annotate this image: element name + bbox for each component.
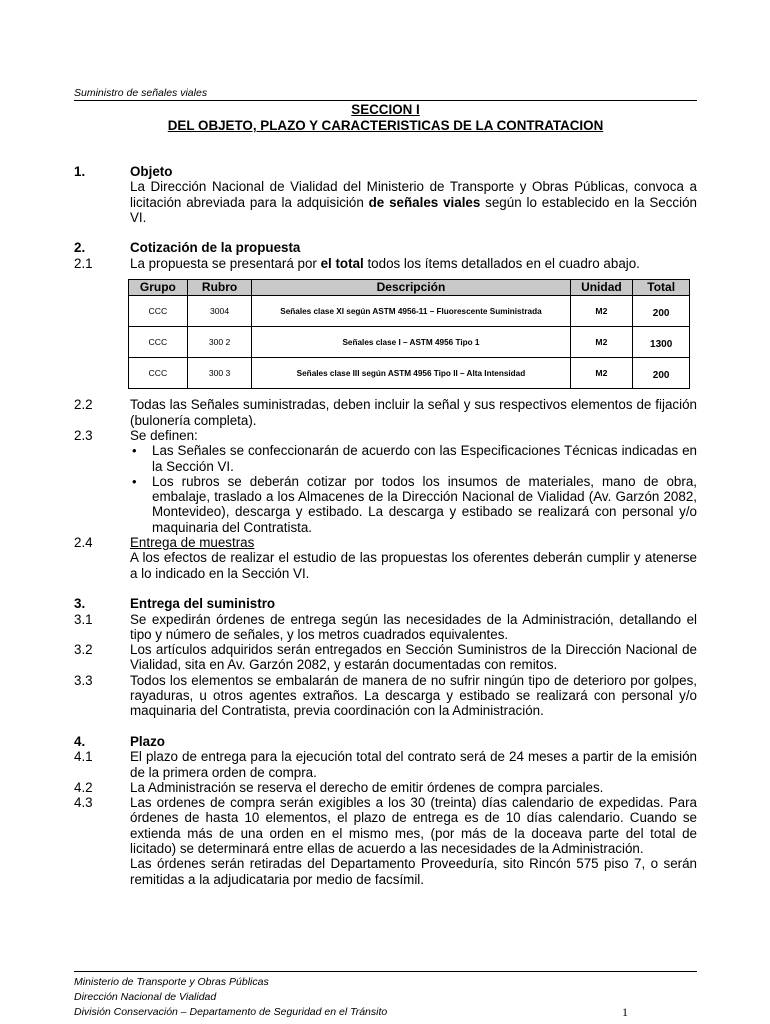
column-header-rubro: Rubro: [187, 280, 252, 296]
section-4-heading-row: [74, 734, 697, 749]
section-number: 3.: [74, 596, 86, 612]
cell-total: 1300: [633, 327, 690, 358]
clause-2-4: [74, 535, 697, 581]
clause-bold-text: el total: [320, 255, 364, 271]
clause-text: A los efectos de realizar el estudio de las propuestas los oferentes deberán cumplir y atenerse a lo indicado en la Sección VI.: [130, 550, 697, 581]
clause-text: Los artículos adquiridos serán entregados en Sección Suministros de la Dirección Nacional de Vialidad, sita en Av. Garzón 2082, y estarán documentadas con remitos.: [130, 642, 697, 673]
cell-rubro: 300 3: [187, 358, 252, 389]
page-number: 1: [622, 1005, 628, 1019]
cell-unidad: M2: [570, 327, 633, 358]
definitions-list: [130, 443, 697, 535]
cell-unidad: M2: [570, 358, 633, 389]
clause-subheading: Entrega de muestras: [130, 535, 255, 551]
clause-text: todos los ítems detallados en el cuadro abajo.: [363, 255, 640, 271]
clause-text: Todos los elementos se embalarán de manera de no sufrir ningún tipo de deterioro por golpes, rayaduras, u otros agentes extraños. La descarga y estibado se realizará con personal y/o maquinaria del Contratista, previa coordinación con la Administración.: [130, 672, 697, 719]
column-header-total: Total: [633, 280, 690, 296]
clause-4-3: [74, 795, 697, 887]
column-header-descripcion: Descripción: [252, 280, 570, 296]
column-header-grupo: Grupo: [129, 280, 188, 296]
section-1-heading-row: [74, 164, 697, 179]
paragraph-bold-text: de señales viales: [368, 194, 481, 210]
clause-4-2: [74, 780, 697, 795]
section-subtitle: DEL OBJETO, PLAZO Y CARACTERISTICAS DE LA CONTRATACION: [167, 118, 604, 133]
section-heading: Entrega del suministro: [130, 596, 276, 612]
paragraph-text: La Dirección Nacional de Vialidad del Ministerio de Transporte y Obras Públicas, convoca a licitación abreviada para la adquisición: [130, 179, 697, 210]
clause-number: 2.2: [74, 397, 93, 413]
cell-total: 200: [633, 358, 690, 389]
section-2-heading-row: [74, 240, 697, 255]
clause-text: La propuesta se presentará por: [130, 255, 321, 271]
cell-descripcion: Señales clase III según ASTM 4956 Tipo II – Alta Intensidad: [252, 358, 570, 389]
section-1-paragraph: [74, 179, 697, 225]
clause-text: La Administración se reserva el derecho de emitir órdenes de compra parciales.: [130, 779, 604, 795]
footer-rule: [74, 971, 697, 972]
table-row: [129, 296, 690, 327]
section-number: 4.: [74, 733, 86, 749]
cell-total: 200: [633, 296, 690, 327]
clause-2-1: [74, 256, 697, 271]
clause-text: El plazo de entrega para la ejecución total del contrato será de 24 meses a partir de la emisión de la primera orden de compra.: [130, 749, 697, 780]
section-number: 1.: [74, 164, 86, 179]
footer-line: Ministerio de Transporte y Obras Públicas: [74, 976, 269, 988]
cell-rubro: 3004: [187, 296, 252, 327]
cell-descripcion: Señales clase XI según ASTM 4956-11 – Fluorescente Suministrada: [252, 296, 570, 327]
clause-number: 3.3: [74, 672, 93, 688]
cell-unidad: M2: [570, 296, 633, 327]
section-heading: Cotización de la propuesta: [130, 240, 301, 256]
clause-text: Se definen:: [130, 427, 198, 443]
items-table: [128, 279, 690, 389]
clause-2-2: [74, 397, 697, 428]
clause-text: Las órdenes serán retiradas del Departamento Proveeduría, sito Rincón 575 piso 7, o serán remitidas a la adjudicataria por medio de facsímil.: [130, 856, 697, 887]
section-heading: Plazo: [130, 733, 165, 749]
table-row: [129, 358, 690, 389]
paragraph-text: según lo establecido en la Sección VI.: [130, 194, 697, 225]
clause-3-1: [74, 612, 697, 643]
clause-text: Se expedirán órdenes de entrega según las necesidades de la Administración, detallando el tipo y número de señales, y los metros cuadrados equivalentes.: [130, 611, 697, 642]
cell-grupo: CCC: [129, 327, 188, 358]
table-row: [129, 327, 690, 358]
clause-3-3: [74, 673, 697, 719]
section-3-heading-row: [74, 596, 697, 611]
document-body: [74, 164, 697, 887]
clause-number: 2.3: [74, 427, 93, 443]
footer-line: Dirección Nacional de Vialidad: [74, 991, 217, 1003]
cell-grupo: CCC: [129, 358, 188, 389]
clause-number: 2.1: [74, 255, 93, 271]
clause-3-2: [74, 642, 697, 673]
document-page: [74, 0, 697, 1024]
section-title: SECCION I: [351, 102, 420, 117]
clause-4-1: [74, 749, 697, 780]
clause-number: 3.1: [74, 611, 93, 627]
list-item: • Las Señales se confeccionarán de acuerdo con las Especificaciones Técnicas indicadas en la Sección VI.: [130, 443, 697, 474]
section-heading: Objeto: [130, 164, 173, 179]
cell-grupo: CCC: [129, 296, 188, 327]
cell-rubro: 300 2: [187, 327, 252, 358]
clause-text: Las ordenes de compra serán exigibles a los 30 (treinta) días calendario de expedidas. Para órdenes de hasta 10 elementos, el plazo de entrega es de 10 días calendario. Cuando se extienda más de una orden en el mismo mes, (por más de la doceava parte del total de licitado) se determinará entre ellas de acuerdo a las necesidades de la Administración.: [130, 795, 697, 856]
clause-number: 4.1: [74, 749, 93, 765]
section-number: 2.: [74, 240, 86, 256]
list-item: • Los rubros se deberán cotizar por todos los insumos de materiales, mano de obra, embalaje, traslado a los Almacenes de la Dirección Nacional de Vialidad (Av. Garzón 2082, Montevideo), descarga y estibado. La descarga y estibado se realizará con personal y/o maquinaria del Contratista.: [130, 474, 697, 535]
clause-number: 4.3: [74, 795, 93, 811]
running-header: Suministro de señales viales: [74, 87, 208, 99]
clause-2-3: [74, 428, 697, 535]
table-header-row: [129, 280, 690, 296]
clause-number: 2.4: [74, 535, 93, 551]
header-rule: [74, 100, 697, 101]
clause-text: Todas las Señales suministradas, deben incluir la señal y sus respectivos elementos de fijación (bulonería completa).: [130, 397, 697, 428]
clause-number: 3.2: [74, 642, 93, 658]
column-header-unidad: Unidad: [570, 280, 633, 296]
clause-number: 4.2: [74, 779, 93, 795]
cell-descripcion: Señales clase I – ASTM 4956 Tipo 1: [252, 327, 570, 358]
footer-line: División Conservación – Departamento de Seguridad en el Tránsito: [74, 1006, 388, 1018]
